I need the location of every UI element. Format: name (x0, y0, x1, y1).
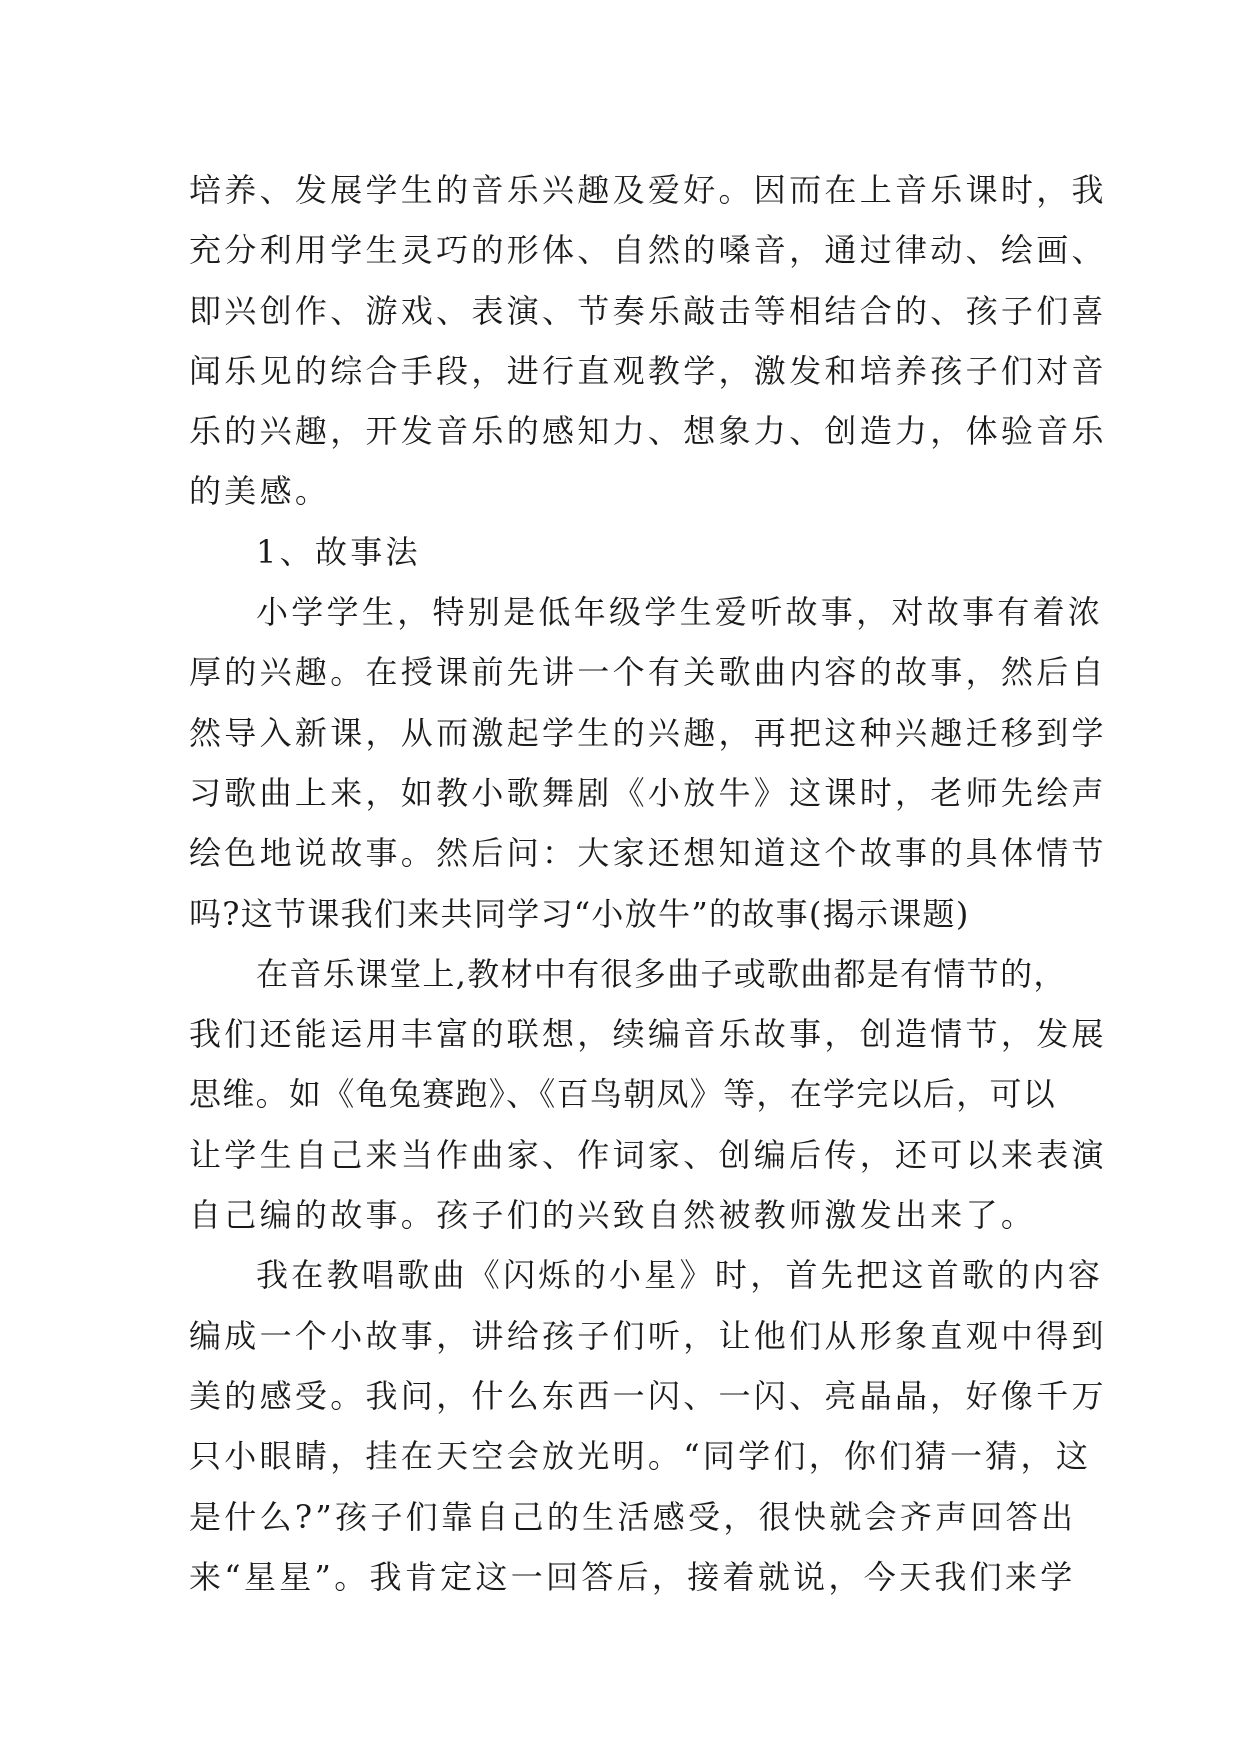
text-line: 小学学生，特别是低年级学生爱听故事，对故事有着浓 (256, 593, 1104, 632)
text-line: 来“星星”。我肯定这一回答后，接着就说，今天我们来学 (189, 1557, 1076, 1596)
text-line: 绘色地说故事。然后问：大家还想知道这个故事的具体情节 (189, 834, 1107, 873)
body-text (189, 160, 1107, 1607)
text-line: 乐的兴趣，开发音乐的感知力、想象力、创造力，体验音乐 (189, 412, 1107, 451)
text-line: 吗?这节课我们来共同学习“小放牛”的故事(揭示课题) (189, 894, 970, 933)
text-line: 的美感。 (189, 472, 331, 511)
section-heading: 1、故事法 (256, 532, 421, 571)
text-line: 即兴创作、游戏、表演、节奏乐敲击等相结合的、孩子们喜 (189, 291, 1107, 330)
text-line: 闻乐见的综合手段，进行直观教学，激发和培养孩子们对音 (189, 351, 1107, 390)
text-line: 只小眼睛，挂在天空会放光明。“同学们，你们猜一猜，这 (189, 1437, 1092, 1476)
text-line: 我们还能运用丰富的联想，续编音乐故事，创造情节，发展 (189, 1015, 1107, 1054)
text-line: 然导入新课，从而激起学生的兴趣，再把这种兴趣迁移到学 (189, 713, 1107, 752)
text-line: 是什么?”孩子们靠自己的生活感受，很快就会齐声回答出 (189, 1497, 1077, 1536)
text-line: 习歌曲上来，如教小歌舞剧《小放牛》这课时，老师先绘声 (189, 773, 1107, 812)
text-line: 我在教唱歌曲《闪烁的小星》时，首先把这首歌的内容 (256, 1256, 1104, 1295)
text-line: 思维。如《龟兔赛跑》、《百鸟朝凤》等，在学完以后，可以 (189, 1075, 1057, 1114)
text-line: 自己编的故事。孩子们的兴致自然被教师激发出来了。 (189, 1196, 1037, 1235)
text-line: 在音乐课堂上,教材中有很多曲子或歌曲都是有情节的， (256, 954, 1067, 993)
text-line: 培养、发展学生的音乐兴趣及爱好。因而在上音乐课时，我 (189, 171, 1107, 209)
text-line: 编成一个小故事，讲给孩子们听，让他们从形象直观中得到 (189, 1316, 1107, 1355)
text-line: 美的感受。我问，什么东西一闪、一闪、亮晶晶，好像千万 (189, 1376, 1107, 1415)
text-line: 让学生自己来当作曲家、作词家、创编后传，还可以来表演 (189, 1135, 1107, 1174)
text-line: 充分利用学生灵巧的形体、自然的嗓音，通过律动、绘画、 (189, 231, 1107, 270)
text-line: 厚的兴趣。在授课前先讲一个有关歌曲内容的故事，然后自 (189, 653, 1107, 692)
